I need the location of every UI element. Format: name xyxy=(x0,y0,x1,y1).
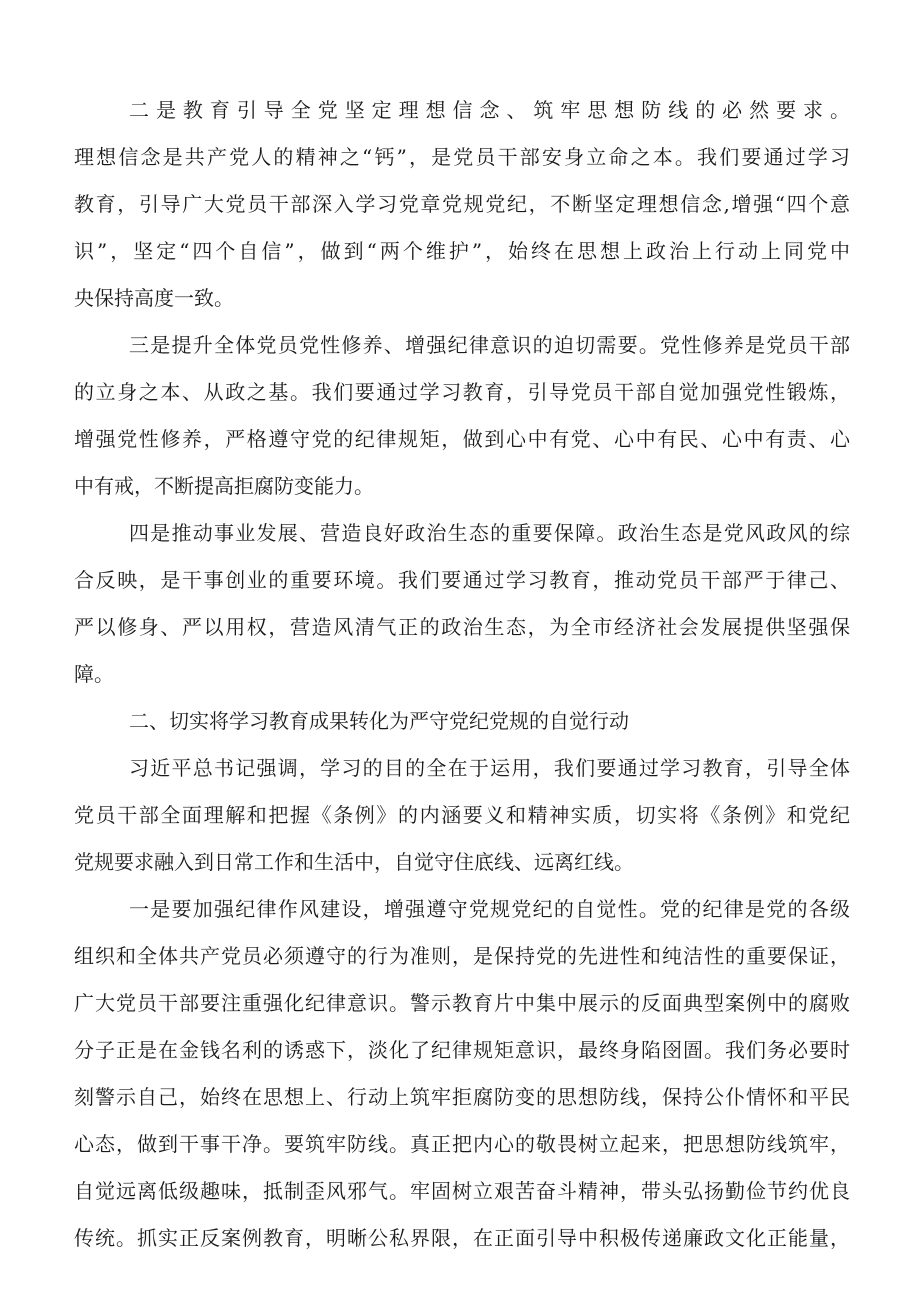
text-line: 增强党性修养，严格遵守党的纪律规矩，做到心中有党、心中有民、心中有责、心 xyxy=(74,427,850,451)
text-line: 党员干部全面理解和把握《条例》的内涵要义和精神实质，切实将《条例》和党纪 xyxy=(74,803,850,827)
text-line: 心态，做到干事干净。要筑牢防线。真正把内心的敬畏树立起来，把思想防线筑牢， xyxy=(74,1132,850,1156)
paragraph-6-start: 一是要加强纪律作风建设，增强遵守党规党纪的自觉性。党的纪律是党的各级 xyxy=(129,897,850,921)
text-line: 分子正是在金钱名利的诱惑下，淡化了纪律规矩意识，最终身陷囹圄。我们务必要时 xyxy=(74,1038,850,1062)
text-line: 党规要求融入到日常工作和生活中，自觉守住底线、远离红线。 xyxy=(74,850,634,874)
paragraph-2-heading: 二是教育引导全党坚定理想信念、筑牢思想防线的必然要求。 xyxy=(129,98,850,122)
text-line: 传统。抓实正反案例教育，明晰公私界限，在正面引导中积极传递廉政文化正能量， xyxy=(74,1226,850,1250)
paragraph-5-start: 习近平总书记强调，学习的目的全在于运用，我们要通过学习教育，引导全体 xyxy=(129,756,850,780)
section-heading: 二、切实将学习教育成果转化为严守党纪党规的自觉行动 xyxy=(129,709,629,733)
text-line: 广大党员干部要注重强化纪律意识。警示教育片中集中展示的反面典型案例中的腐败 xyxy=(74,991,850,1015)
paragraph-3-start: 三是提升全体党员党性修养、增强纪律意识的迫切需要。党性修养是党员干部 xyxy=(129,333,850,357)
text-line: 的立身之本、从政之基。我们要通过学习教育，引导党员干部自觉加强党性锻炼， xyxy=(74,380,850,404)
text-line: 合反映，是干事创业的重要环境。我们要通过学习教育，推动党员干部严于律己、 xyxy=(74,568,850,592)
text-line: 中有戒，不断提高拒腐防变能力。 xyxy=(74,474,374,498)
text-line: 自觉远离低级趣味，抵制歪风邪气。牢固树立艰苦奋斗精神，带头弘扬勤俭节约优良 xyxy=(74,1179,850,1203)
text-line: 刻警示自己，始终在思想上、行动上筑牢拒腐防变的思想防线，保持公仆情怀和平民 xyxy=(74,1085,850,1109)
text-line: 严以修身、严以用权，营造风清气正的政治生态，为全市经济社会发展提供坚强保 xyxy=(74,615,850,639)
text-line: 央保持高度一致。 xyxy=(74,286,234,310)
text-line: 识”，坚定“四个自信”，做到“两个维护”，始终在思想上政治上行动上同党中 xyxy=(74,239,850,263)
text-line: 障。 xyxy=(74,662,114,686)
paragraph-4-start: 四是推动事业发展、营造良好政治生态的重要保障。政治生态是党风政风的综 xyxy=(129,521,850,545)
text-line: 教育，引导广大党员干部深入学习党章党规党纪，不断坚定理想信念,增强“四个意 xyxy=(74,192,850,216)
text-line: 理想信念是共产党人的精神之“钙”，是党员干部安身立命之本。我们要通过学习 xyxy=(74,145,850,169)
text-line: 组织和全体共产党员必须遵守的行为准则，是保持党的先进性和纯洁性的重要保证， xyxy=(74,944,850,968)
